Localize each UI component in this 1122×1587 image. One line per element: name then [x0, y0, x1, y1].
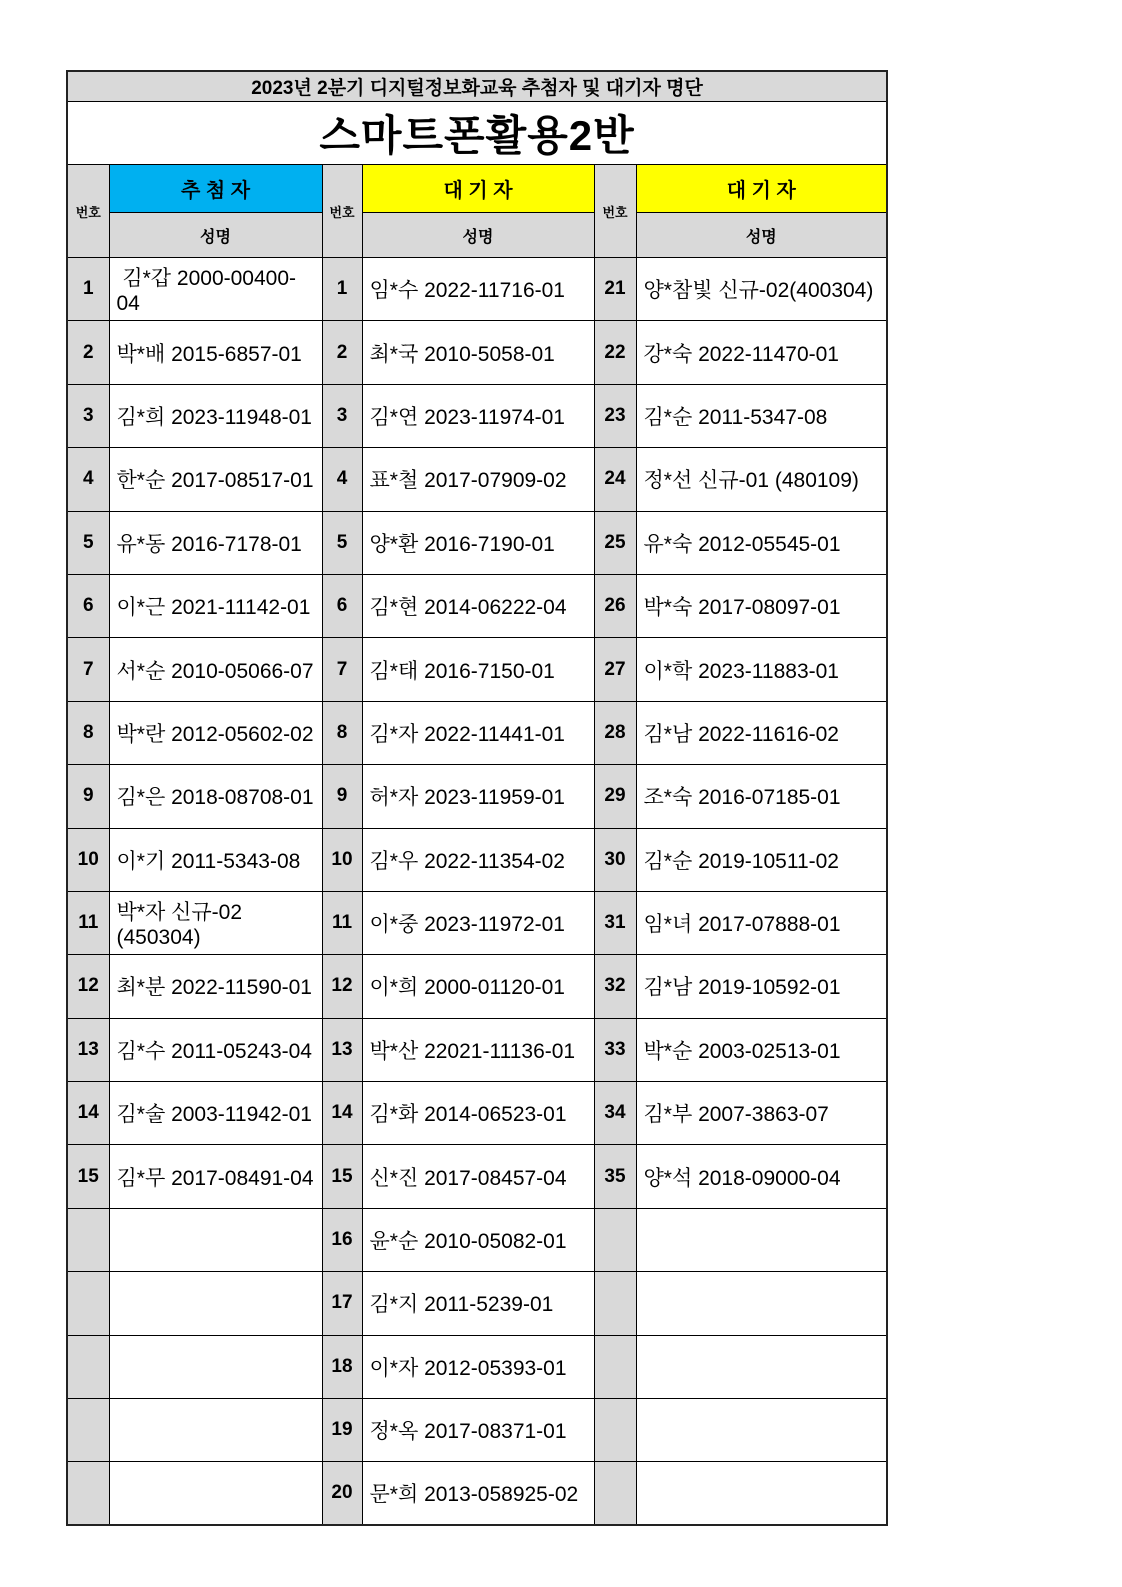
table-row	[67, 1335, 887, 1398]
col-header-winner: 추 첨 자	[109, 165, 322, 213]
row-number-cell: 9	[67, 765, 109, 828]
table-row	[67, 258, 887, 321]
entrant-name-cell: 박*산 22021-11136-01	[362, 1018, 594, 1081]
row-number-cell: 6	[322, 574, 362, 637]
row-number-cell: 4	[322, 448, 362, 511]
entrant-name-cell: 김*무 2017-08491-04	[109, 1145, 322, 1208]
entrant-name-cell: 강*숙 2022-11470-01	[636, 321, 887, 384]
roster-table	[66, 70, 888, 1526]
row-number-cell: 12	[322, 955, 362, 1018]
entrant-name-cell	[109, 1399, 322, 1462]
row-number-cell: 28	[594, 701, 636, 764]
entrant-name-cell: 임*녀 2017-07888-01	[636, 891, 887, 954]
row-number-cell: 14	[67, 1082, 109, 1145]
col-header-no-1: 번호	[67, 165, 109, 258]
row-number-cell	[594, 1272, 636, 1335]
entrant-name-cell	[636, 1208, 887, 1271]
entrant-name-cell: 박*란 2012-05602-02	[109, 701, 322, 764]
row-number-cell: 31	[594, 891, 636, 954]
row-number-cell: 3	[67, 384, 109, 447]
entrant-name-cell: 정*선 신규-01 (480109)	[636, 448, 887, 511]
entrant-name-cell: 김*갑 2000-00400-04	[109, 258, 322, 321]
row-number-cell: 8	[322, 701, 362, 764]
col-header-no-3: 번호	[594, 165, 636, 258]
row-number-cell	[67, 1208, 109, 1271]
row-number-cell: 1	[322, 258, 362, 321]
entrant-name-cell: 김*태 2016-7150-01	[362, 638, 594, 701]
col-header-name-1: 성명	[109, 213, 322, 258]
entrant-name-cell	[109, 1272, 322, 1335]
entrant-name-cell: 서*순 2010-05066-07	[109, 638, 322, 701]
row-number-cell: 34	[594, 1082, 636, 1145]
group-header-row	[67, 165, 887, 213]
entrant-name-cell: 이*학 2023-11883-01	[636, 638, 887, 701]
entrant-name-cell: 정*옥 2017-08371-01	[362, 1399, 594, 1462]
entrant-name-cell: 양*환 2016-7190-01	[362, 511, 594, 574]
row-number-cell: 21	[594, 258, 636, 321]
entrant-name-cell	[109, 1208, 322, 1271]
row-number-cell: 12	[67, 955, 109, 1018]
row-number-cell: 2	[67, 321, 109, 384]
entrant-name-cell: 이*근 2021-11142-01	[109, 574, 322, 637]
row-number-cell: 2	[322, 321, 362, 384]
row-number-cell: 11	[322, 891, 362, 954]
name-header-row	[67, 213, 887, 258]
table-row	[67, 1145, 887, 1208]
class-row	[67, 102, 887, 165]
table-row	[67, 765, 887, 828]
row-number-cell: 27	[594, 638, 636, 701]
entrant-name-cell: 김*남 2022-11616-02	[636, 701, 887, 764]
table-row	[67, 1399, 887, 1462]
row-number-cell	[594, 1335, 636, 1398]
row-number-cell	[67, 1399, 109, 1462]
entrant-name-cell: 표*철 2017-07909-02	[362, 448, 594, 511]
entrant-name-cell: 임*수 2022-11716-01	[362, 258, 594, 321]
row-number-cell: 13	[67, 1018, 109, 1081]
entrant-name-cell: 박*자 신규-02 (450304)	[109, 891, 322, 954]
entrant-name-cell: 김*남 2019-10592-01	[636, 955, 887, 1018]
entrant-name-cell	[636, 1335, 887, 1398]
entrant-name-cell: 양*참빛 신규-02(400304)	[636, 258, 887, 321]
row-number-cell: 17	[322, 1272, 362, 1335]
entrant-name-cell: 김*우 2022-11354-02	[362, 828, 594, 891]
entrant-name-cell: 이*기 2011-5343-08	[109, 828, 322, 891]
row-number-cell: 29	[594, 765, 636, 828]
row-number-cell: 23	[594, 384, 636, 447]
entrant-name-cell: 한*순 2017-08517-01	[109, 448, 322, 511]
row-number-cell: 13	[322, 1018, 362, 1081]
table-row	[67, 1462, 887, 1525]
entrant-name-cell: 이*자 2012-05393-01	[362, 1335, 594, 1398]
row-number-cell: 15	[322, 1145, 362, 1208]
row-number-cell: 11	[67, 891, 109, 954]
entrant-name-cell: 김*부 2007-3863-07	[636, 1082, 887, 1145]
entrant-name-cell: 최*국 2010-5058-01	[362, 321, 594, 384]
row-number-cell: 14	[322, 1082, 362, 1145]
row-number-cell: 6	[67, 574, 109, 637]
row-number-cell: 22	[594, 321, 636, 384]
class-title: 스마트폰활용2반	[67, 102, 887, 165]
table-row	[67, 1082, 887, 1145]
entrant-name-cell	[636, 1399, 887, 1462]
table-row	[67, 1208, 887, 1271]
document-title: 2023년 2분기 디지털정보화교육 추첨자 및 대기자 명단	[67, 71, 887, 102]
table-row	[67, 384, 887, 447]
table-row	[67, 1018, 887, 1081]
entrant-name-cell	[109, 1462, 322, 1525]
row-number-cell: 32	[594, 955, 636, 1018]
entrant-name-cell: 김*순 2011-5347-08	[636, 384, 887, 447]
entrant-name-cell: 김*수 2011-05243-04	[109, 1018, 322, 1081]
row-number-cell: 4	[67, 448, 109, 511]
entrant-name-cell: 박*숙 2017-08097-01	[636, 574, 887, 637]
table-row	[67, 638, 887, 701]
row-number-cell	[67, 1272, 109, 1335]
col-header-waitlist-2: 대 기 자	[636, 165, 887, 213]
entrant-name-cell: 김*지 2011-5239-01	[362, 1272, 594, 1335]
row-number-cell	[594, 1462, 636, 1525]
entrant-name-cell: 최*분 2022-11590-01	[109, 955, 322, 1018]
row-number-cell: 16	[322, 1208, 362, 1271]
row-number-cell: 9	[322, 765, 362, 828]
row-number-cell: 25	[594, 511, 636, 574]
row-number-cell: 10	[67, 828, 109, 891]
table-row	[67, 448, 887, 511]
row-number-cell: 24	[594, 448, 636, 511]
entrant-name-cell: 김*희 2023-11948-01	[109, 384, 322, 447]
table-row	[67, 955, 887, 1018]
entrant-name-cell: 김*술 2003-11942-01	[109, 1082, 322, 1145]
row-number-cell: 19	[322, 1399, 362, 1462]
row-number-cell: 7	[67, 638, 109, 701]
row-number-cell	[67, 1462, 109, 1525]
entrant-name-cell: 이*중 2023-11972-01	[362, 891, 594, 954]
row-number-cell: 30	[594, 828, 636, 891]
col-header-no-2: 번호	[322, 165, 362, 258]
title-row	[67, 71, 887, 102]
row-number-cell: 3	[322, 384, 362, 447]
entrant-name-cell: 이*희 2000-01120-01	[362, 955, 594, 1018]
col-header-name-2: 성명	[362, 213, 594, 258]
entrant-name-cell	[636, 1272, 887, 1335]
entrant-name-cell: 유*숙 2012-05545-01	[636, 511, 887, 574]
row-number-cell: 26	[594, 574, 636, 637]
row-number-cell: 5	[67, 511, 109, 574]
col-header-name-3: 성명	[636, 213, 887, 258]
col-header-waitlist-1: 대 기 자	[362, 165, 594, 213]
row-number-cell: 18	[322, 1335, 362, 1398]
table-row	[67, 701, 887, 764]
entrant-name-cell: 유*동 2016-7178-01	[109, 511, 322, 574]
entrant-name-cell: 김*현 2014-06222-04	[362, 574, 594, 637]
row-number-cell: 5	[322, 511, 362, 574]
row-number-cell: 35	[594, 1145, 636, 1208]
row-number-cell	[594, 1208, 636, 1271]
entrant-name-cell: 윤*순 2010-05082-01	[362, 1208, 594, 1271]
row-number-cell: 8	[67, 701, 109, 764]
table-row	[67, 828, 887, 891]
entrant-name-cell: 박*순 2003-02513-01	[636, 1018, 887, 1081]
entrant-name-cell: 허*자 2023-11959-01	[362, 765, 594, 828]
list-body	[67, 258, 887, 1526]
entrant-name-cell: 김*연 2023-11974-01	[362, 384, 594, 447]
row-number-cell: 15	[67, 1145, 109, 1208]
entrant-name-cell: 문*희 2013-058925-02	[362, 1462, 594, 1525]
entrant-name-cell	[109, 1335, 322, 1398]
row-number-cell: 10	[322, 828, 362, 891]
row-number-cell: 1	[67, 258, 109, 321]
entrant-name-cell: 신*진 2017-08457-04	[362, 1145, 594, 1208]
entrant-name-cell: 김*순 2019-10511-02	[636, 828, 887, 891]
entrant-name-cell: 양*석 2018-09000-04	[636, 1145, 887, 1208]
table-row	[67, 574, 887, 637]
row-number-cell	[67, 1335, 109, 1398]
entrant-name-cell	[636, 1462, 887, 1525]
table-row	[67, 511, 887, 574]
entrant-name-cell: 김*화 2014-06523-01	[362, 1082, 594, 1145]
entrant-name-cell: 박*배 2015-6857-01	[109, 321, 322, 384]
entrant-name-cell: 김*은 2018-08708-01	[109, 765, 322, 828]
row-number-cell	[594, 1399, 636, 1462]
table-row	[67, 321, 887, 384]
row-number-cell: 20	[322, 1462, 362, 1525]
table-row	[67, 1272, 887, 1335]
entrant-name-cell: 조*숙 2016-07185-01	[636, 765, 887, 828]
entrant-name-cell: 김*자 2022-11441-01	[362, 701, 594, 764]
table-row	[67, 891, 887, 954]
roster-sheet	[66, 70, 888, 1526]
row-number-cell: 33	[594, 1018, 636, 1081]
row-number-cell: 7	[322, 638, 362, 701]
